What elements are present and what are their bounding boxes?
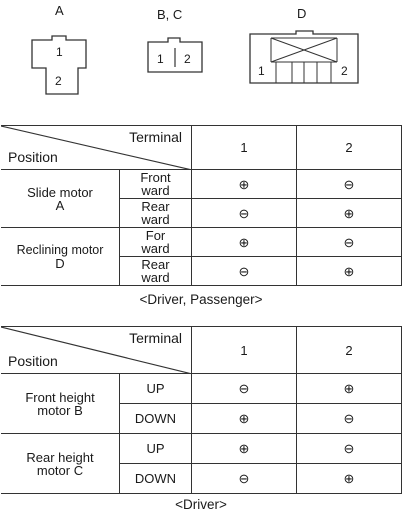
terminal-1-polarity: ⊖ (192, 464, 297, 494)
terminal-1-polarity: ⊕ (192, 404, 297, 434)
terminal-2-polarity: ⊕ (297, 464, 402, 494)
terminal-2-polarity: ⊕ (297, 257, 402, 286)
terminal-1-header: 1 (192, 126, 297, 170)
direction-cell: For ward (120, 228, 192, 257)
table-caption-driver-passenger: <Driver, Passenger> (139, 292, 263, 307)
table-caption-driver: <Driver> (175, 497, 227, 512)
position-header: Position (8, 149, 58, 165)
component-slide-motor-a: Slide motor A (1, 170, 120, 228)
terminal-1-polarity: ⊖ (192, 257, 297, 286)
terminal-1-polarity: ⊕ (192, 434, 297, 464)
terminal-2-polarity: ⊖ (297, 228, 402, 257)
direction-cell: UP (120, 374, 192, 404)
table-row (1, 374, 402, 404)
terminal-1-polarity: ⊖ (192, 374, 297, 404)
component-front-height-motor-b: Front height motor B (1, 374, 120, 434)
direction-cell: DOWN (120, 404, 192, 434)
connector-d-label: D (297, 6, 307, 21)
table-open-left-edge (0, 125, 1, 286)
terminal-2-polarity: ⊖ (297, 170, 402, 199)
connector-bc-label: B, C (157, 7, 183, 22)
header-position-terminal-cell (1, 327, 192, 374)
table-header-row (1, 126, 402, 170)
table-row (1, 228, 402, 257)
direction-cell: Rear ward (120, 199, 192, 228)
terminal-2-polarity: ⊕ (297, 374, 402, 404)
direction-cell: UP (120, 434, 192, 464)
terminal-1-polarity: ⊖ (192, 199, 297, 228)
connector-d-pin-2: 2 (341, 64, 348, 78)
table-open-left-edge (0, 326, 1, 496)
header-position-terminal-cell (1, 126, 192, 170)
connector-a-pin-2: 2 (55, 74, 62, 88)
connector-bc-pin-2: 2 (184, 52, 191, 66)
direction-cell: Front ward (120, 170, 192, 199)
connector-bc-pin-1: 1 (157, 52, 164, 66)
terminal-2-header: 2 (297, 327, 402, 374)
terminal-2-polarity: ⊖ (297, 434, 402, 464)
connector-a-shape (28, 30, 90, 100)
direction-cell: Rear ward (120, 257, 192, 286)
position-header: Position (8, 353, 58, 369)
terminal-1-polarity: ⊕ (192, 228, 297, 257)
terminal-2-polarity: ⊖ (297, 404, 402, 434)
table-row (1, 170, 402, 199)
terminal-2-header: 2 (297, 126, 402, 170)
terminal-table-driver-passenger (0, 125, 402, 286)
direction-cell: DOWN (120, 464, 192, 494)
terminal-1-header: 1 (192, 327, 297, 374)
component-reclining-motor-d: Reclining motor D (1, 228, 120, 286)
connector-a-label: A (55, 3, 64, 18)
terminal-header: Terminal (129, 330, 182, 346)
terminal-1-polarity: ⊕ (192, 170, 297, 199)
connector-d-pin-1: 1 (258, 64, 265, 78)
component-rear-height-motor-c: Rear height motor C (1, 434, 120, 494)
table-row (1, 434, 402, 464)
table-header-row (1, 327, 402, 374)
terminal-2-polarity: ⊕ (297, 199, 402, 228)
connector-bc-shape (144, 34, 206, 76)
terminal-header: Terminal (129, 129, 182, 145)
connector-a-pin-1: 1 (56, 45, 63, 59)
terminal-table-driver (0, 326, 402, 494)
